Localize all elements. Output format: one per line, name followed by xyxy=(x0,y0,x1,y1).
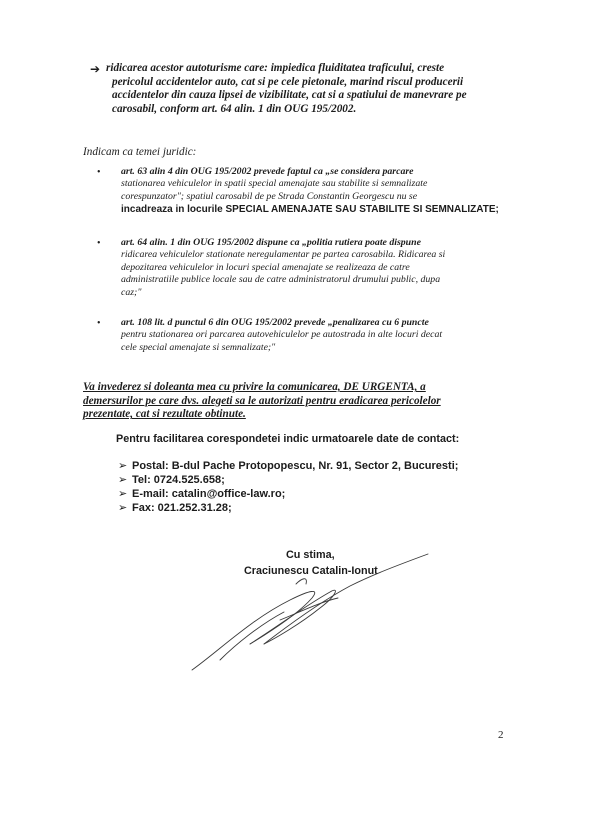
bullet-line: administratiile publice locale sau de catre administratorul drumului public, dupa xyxy=(121,274,441,286)
contact-intro: Pentru facilitarea corespondetei indic urmatoarele date de contact: xyxy=(116,433,460,445)
contact-email-text[interactable]: E-mail: catalin@office-law.ro; xyxy=(132,488,286,500)
legal-bullet-3 xyxy=(121,317,521,354)
intro-line: pericolul accidentelor auto, cat si pe cele pietonale, marind riscul producerii xyxy=(112,75,464,88)
intro-paragraph xyxy=(106,62,526,116)
bullet-line: incadreaza in locurile SPECIAL AMENAJATE SAU STABILITE SI SEMNALIZATE; xyxy=(121,204,499,216)
bullet-line: cele special amenajate si semnalizate;" xyxy=(121,341,276,353)
bullet-dot-icon: • xyxy=(97,318,101,329)
closing-salutation: Cu stima, xyxy=(286,549,335,561)
bullet-line: art. 64 alin. 1 din OUG 195/2002 dispune ca „politia rutiera poate dispune xyxy=(121,237,421,248)
arrowhead-bullet-icon: ➢ xyxy=(118,502,128,514)
intro-line: accidentelor din cauza lipsei de vizibilitate, cat si a spatiului de manevrare pe xyxy=(112,89,467,102)
contact-email[interactable] xyxy=(118,488,285,501)
arrowhead-bullet-icon: ➢ xyxy=(118,460,128,472)
contact-postal xyxy=(118,460,458,473)
intro-line: ridicarea acestor autoturisme care: impiedica fluiditatea traficului, creste xyxy=(106,62,445,74)
legal-bullet-2 xyxy=(121,237,521,299)
bullet-line: ridicarea vehiculelor stationate neregulamentar pe partea carosabila. Ridicarea si xyxy=(121,249,446,261)
bullet-line: art. 108 lit. d punctul 6 din OUG 195/2002 prevede „penalizarea cu 6 puncte xyxy=(121,317,429,328)
bullet-dot-icon: • xyxy=(97,238,101,249)
bullet-line: caz;" xyxy=(121,286,142,298)
request-line: prezentate, cat si rezultate obtinute. xyxy=(83,408,246,421)
bullet-line: art. 63 alin 4 din OUG 195/2002 prevede faptul ca „se considera parcare xyxy=(121,166,414,177)
request-line: demersurilor pe care dvs. alegeti sa le autorizati pentru eradicarea pericolelor xyxy=(83,394,441,407)
arrowhead-bullet-icon: ➢ xyxy=(118,488,128,500)
arrow-right-icon: ➔ xyxy=(90,62,101,76)
page-number: 2 xyxy=(498,729,504,741)
bullet-line: corespunzator"; spatiul carosabil de pe Strada Constantin Georgescu nu se xyxy=(121,190,418,202)
signatory-name: Craciunescu Catalin-Ionut xyxy=(244,565,378,577)
intro-line: carosabil, conform art. 64 alin. 1 din OUG 195/2002. xyxy=(112,102,357,115)
contact-fax-text: Fax: 021.252.31.28; xyxy=(132,502,232,514)
bullet-line: pentru stationarea ori parcarea autovehiculelor pe autostrada in alte locuri decat xyxy=(121,329,443,341)
contact-fax xyxy=(118,502,232,515)
legal-heading: Indicam ca temei juridic: xyxy=(83,146,197,158)
legal-bullet-1 xyxy=(121,166,521,216)
handwritten-signature xyxy=(180,540,440,680)
request-line: Va invederez si doleanta mea cu privire la comunicarea, DE URGENTA, a xyxy=(83,381,426,393)
bullet-line: stationarea vehiculelor in spatii special amenajate sau stabilite si semnalizate xyxy=(121,178,428,190)
arrowhead-bullet-icon: ➢ xyxy=(118,474,128,486)
contact-phone-text: Tel: 0724.525.658; xyxy=(132,474,225,486)
bullet-dot-icon: • xyxy=(97,167,101,178)
contact-phone xyxy=(118,474,225,487)
contact-postal-text: Postal: B-dul Pache Protopopescu, Nr. 91, Sector 2, Bucuresti; xyxy=(132,460,459,472)
request-paragraph xyxy=(83,381,523,422)
bullet-line: depozitarea vehiculelor in locuri special amenajate se realizeaza de catre xyxy=(121,261,410,273)
